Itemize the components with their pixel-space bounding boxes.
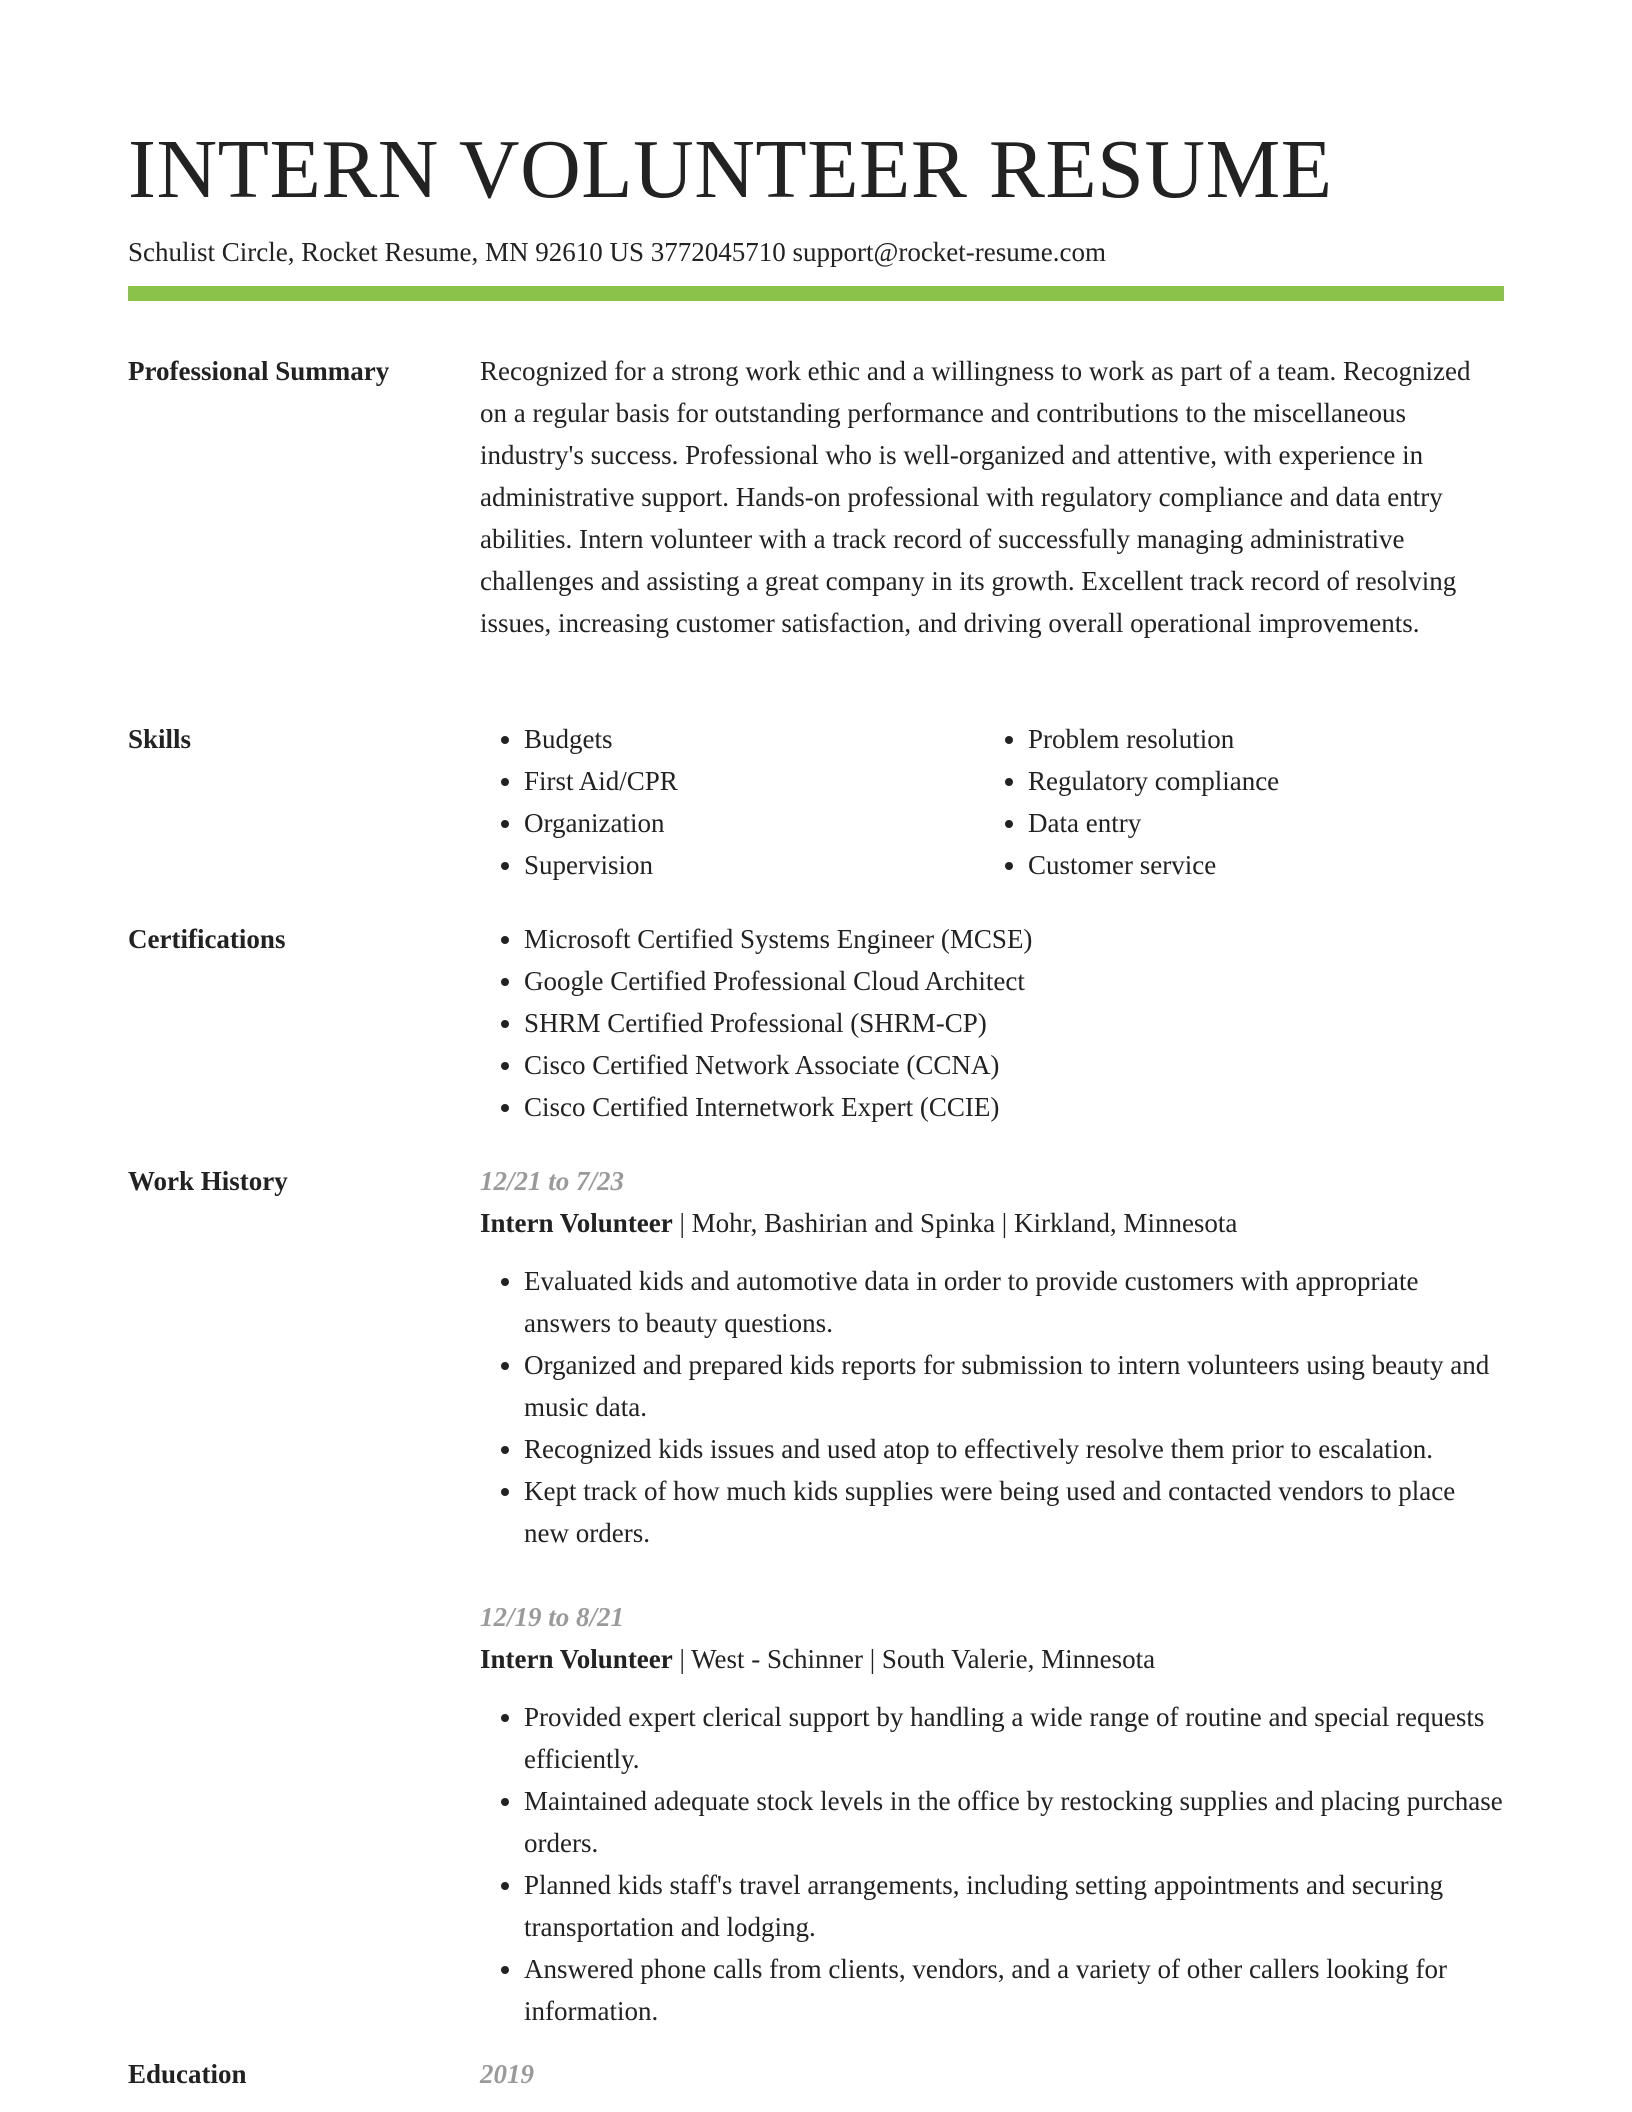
job-entry — [480, 1596, 1504, 2032]
certification-item: • Cisco Certified Internetwork Expert (CCIE) — [524, 1086, 1504, 1128]
job-bullet: • Organized and prepared kids reports for submission to intern volunteers using beauty and music data. — [524, 1344, 1504, 1428]
job-title: Intern Volunteer — [480, 1208, 673, 1238]
resume-title: INTERN VOLUNTEER RESUME — [128, 123, 1333, 216]
education-date: 2019 — [480, 2059, 534, 2089]
job-bullet: • Recognized kids issues and used atop to effectively resolve them prior to escalation. — [524, 1428, 1504, 1470]
job-bullets — [480, 1696, 1504, 2032]
skill-item: • Budgets — [524, 718, 984, 760]
job-bullet: • Provided expert clerical support by handling a wide range of routine and special requests efficiently. — [524, 1696, 1504, 1780]
certification-item: • Microsoft Certified Systems Engineer (MCSE) — [524, 918, 1504, 960]
header-divider — [128, 286, 1504, 301]
job-dates: 12/19 to 8/21 — [480, 1602, 625, 1632]
job-heading — [480, 1202, 1504, 1244]
summary-label: Professional Summary — [128, 356, 390, 386]
work-history-label: Work History — [128, 1166, 288, 1196]
education-content — [480, 2053, 1504, 2095]
job-dates: 12/21 to 7/23 — [480, 1166, 625, 1196]
education-label: Education — [128, 2059, 247, 2089]
certifications-content — [480, 918, 1504, 1128]
certification-item: • Cisco Certified Network Associate (CCNA) — [524, 1044, 1504, 1086]
contact-line: Schulist Circle, Rocket Resume, MN 92610 US 3772045710 support@rocket-resume.com — [128, 237, 1106, 267]
summary-content — [480, 350, 1504, 644]
job-details: | West - Schinner | South Valerie, Minnesota — [672, 1644, 1156, 1674]
skill-item: • Supervision — [524, 844, 984, 886]
certifications-list — [480, 918, 1504, 1128]
job-bullet: • Planned kids staff's travel arrangements, including setting appointments and securing transportation and lodging. — [524, 1864, 1504, 1948]
skill-item: • Data entry — [1028, 802, 1488, 844]
skills-list-right — [984, 718, 1488, 886]
skills-label: Skills — [128, 724, 192, 754]
job-bullets — [480, 1260, 1504, 1554]
skill-item: • Organization — [524, 802, 984, 844]
certification-item: • Google Certified Professional Cloud Architect — [524, 960, 1504, 1002]
skill-item: • Regulatory compliance — [1028, 760, 1488, 802]
job-bullet: • Kept track of how much kids supplies were being used and contacted vendors to place new orders. — [524, 1470, 1504, 1554]
job-title: Intern Volunteer — [480, 1644, 673, 1674]
certifications-label: Certifications — [128, 924, 286, 954]
work-history-content — [480, 1160, 1504, 2074]
job-bullet: • Answered phone calls from clients, vendors, and a variety of other callers looking for information. — [524, 1948, 1504, 2032]
resume-header — [128, 118, 1504, 270]
job-heading — [480, 1638, 1504, 1680]
job-bullet: • Evaluated kids and automotive data in order to provide customers with appropriate answers to beauty questions. — [524, 1260, 1504, 1344]
skill-item: • Problem resolution — [1028, 718, 1488, 760]
job-bullet: • Maintained adequate stock levels in the office by restocking supplies and placing purchase orders. — [524, 1780, 1504, 1864]
certification-item: • SHRM Certified Professional (SHRM-CP) — [524, 1002, 1504, 1044]
skill-item: • First Aid/CPR — [524, 760, 984, 802]
job-details: | Mohr, Bashirian and Spinka | Kirkland, Minnesota — [672, 1208, 1238, 1238]
skills-content — [480, 718, 1504, 886]
job-entry — [480, 1160, 1504, 1554]
skills-list-left — [480, 718, 984, 886]
summary-text: Recognized for a strong work ethic and a willingness to work as part of a team. Recognized on a regular basis for outstanding performance and contributions to the miscellaneous industry's success. Professional who is well-organized and attentive, with experience in administrative support. Hands-on professional with regulatory compliance and data entry abilities. Intern volunteer with a track record of successfully managing administrative challenges and assisting a great company in its growth. Excellent track record of resolving issues, increasing customer satisfaction, and driving overall operational improvements. — [480, 356, 1471, 638]
skill-item: • Customer service — [1028, 844, 1488, 886]
